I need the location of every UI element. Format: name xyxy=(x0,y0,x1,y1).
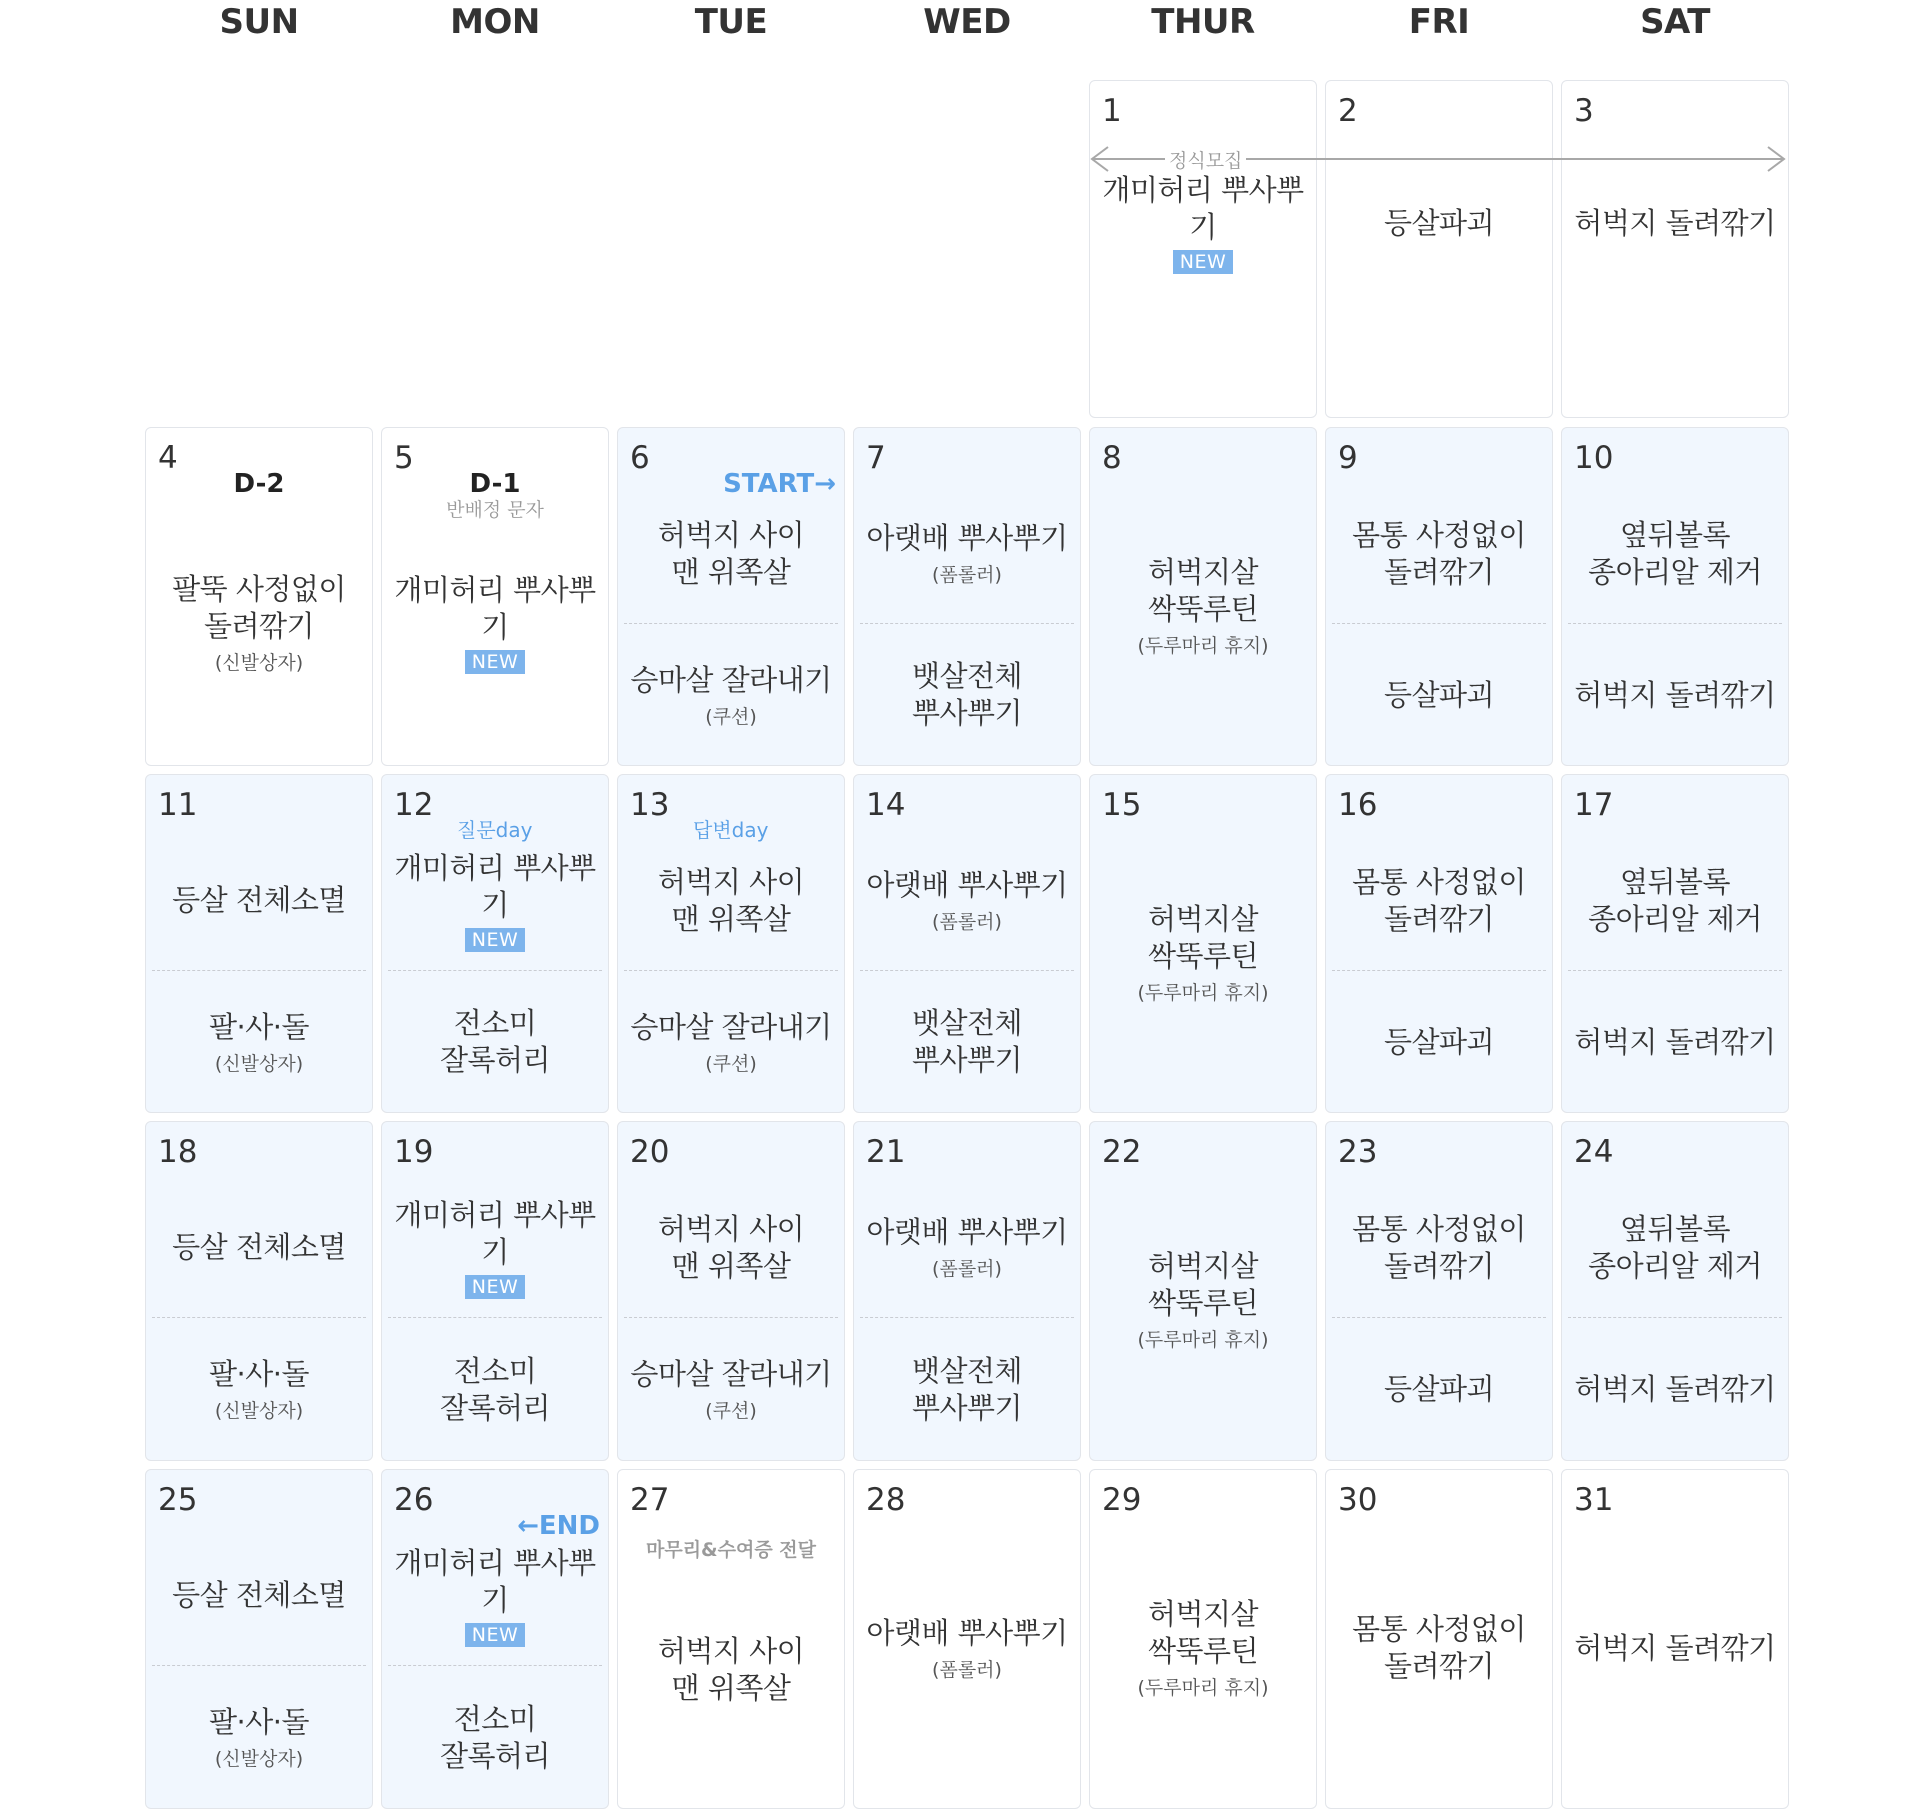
workout-entry xyxy=(1562,484,1788,623)
period-marker: START→ xyxy=(723,469,836,499)
dashed-divider xyxy=(860,623,1074,624)
day-number: 23 xyxy=(1338,1134,1378,1170)
calendar-day-25[interactable] xyxy=(145,1469,373,1809)
workout-title: 전소미 잘록허리 xyxy=(439,1701,551,1773)
workout-entry xyxy=(618,1570,844,1770)
day-number: 24 xyxy=(1574,1134,1614,1170)
workout-title: 허벅지 사이 맨 위쪽살 xyxy=(657,1634,805,1705)
workout-entry xyxy=(1562,623,1788,767)
calendar-day-3[interactable] xyxy=(1561,80,1789,418)
workout-title: 등살파괴 xyxy=(1383,1372,1495,1406)
equipment-note: (두루마리 휴지) xyxy=(1137,1677,1269,1699)
weekday-mon: MON xyxy=(450,2,540,42)
equipment-note: (폼롤러) xyxy=(932,564,1002,586)
period-label: 정식모집 xyxy=(1165,146,1246,173)
workout-title: 등살 전체소멸 xyxy=(172,1578,346,1612)
day-number: 10 xyxy=(1574,440,1614,476)
calendar-day-15[interactable] xyxy=(1089,774,1317,1113)
day-number: 27 xyxy=(630,1482,670,1518)
period-marker: ←END xyxy=(517,1511,600,1541)
calendar-day-11[interactable] xyxy=(145,774,373,1113)
day-number: 2 xyxy=(1338,93,1358,129)
calendar-day-12[interactable] xyxy=(381,774,609,1113)
workout-title: 등살 전체소멸 xyxy=(172,1230,346,1264)
workout-entry xyxy=(146,1526,372,1665)
workout-title: 몸통 사정없이 돌려깎기 xyxy=(1352,1612,1526,1683)
new-badge: NEW xyxy=(465,1623,526,1647)
day-number: 14 xyxy=(866,787,906,823)
equipment-note: (신발상자) xyxy=(214,1400,304,1422)
workout-entry xyxy=(854,623,1080,767)
workout-title: 승마살 잘라내기 xyxy=(630,1357,832,1391)
workout-entry xyxy=(1326,484,1552,623)
calendar-day-20[interactable] xyxy=(617,1121,845,1461)
workout-entry xyxy=(382,1178,608,1317)
equipment-note: (쿠션) xyxy=(705,1400,757,1422)
day-number: 11 xyxy=(158,787,198,823)
day-number: 6 xyxy=(630,440,650,476)
workout-entry xyxy=(146,1665,372,1810)
workout-title: 등살파괴 xyxy=(1383,1024,1495,1059)
workout-entry xyxy=(1562,1317,1788,1462)
dashed-divider xyxy=(388,1317,602,1318)
weekday-sun: SUN xyxy=(219,2,299,42)
new-badge: NEW xyxy=(465,1275,526,1299)
workout-title: 등살 전체소멸 xyxy=(172,883,346,917)
workout-title: 아랫배 뿌사뿌기 xyxy=(866,1615,1068,1650)
calendar-day-7[interactable] xyxy=(853,427,1081,766)
day-number: 9 xyxy=(1338,440,1358,476)
dashed-divider xyxy=(152,970,366,971)
equipment-note: (폼롤러) xyxy=(932,1658,1002,1681)
calendar-day-17[interactable] xyxy=(1561,774,1789,1113)
workout-entry xyxy=(854,1317,1080,1462)
workout-title: 개미허리 뿌사뿌기 xyxy=(394,1197,596,1269)
day-number: 1 xyxy=(1102,93,1122,129)
calendar-day-5[interactable] xyxy=(381,427,609,766)
workout-entry xyxy=(1090,831,1316,1074)
workout-title: 허벅지 돌려깎기 xyxy=(1574,205,1776,240)
event-tag: 답변day xyxy=(693,818,769,842)
calendar-day-16[interactable] xyxy=(1325,774,1553,1113)
calendar-day-23[interactable] xyxy=(1325,1121,1553,1461)
weekday-fri: FRI xyxy=(1408,2,1470,42)
workout-title: 뱃살전체 뿌사뿌기 xyxy=(911,659,1023,730)
day-number: 4 xyxy=(158,440,178,476)
workout-entry xyxy=(1090,1526,1316,1770)
equipment-note: (두루마리 휴지) xyxy=(1137,1329,1269,1351)
workout-entry xyxy=(618,970,844,1114)
workout-entry xyxy=(382,831,608,970)
equipment-note: (신발상자) xyxy=(214,651,304,674)
workout-title: 허벅지 돌려깎기 xyxy=(1574,1372,1776,1406)
dashed-divider xyxy=(624,1317,838,1318)
workout-entry xyxy=(1090,1178,1316,1422)
workout-title: 개미허리 뿌사뿌기 xyxy=(1102,173,1304,244)
calendar-day-22[interactable] xyxy=(1089,1121,1317,1461)
workout-entry xyxy=(146,1178,372,1317)
workout-title: 허벅지 돌려깎기 xyxy=(1574,1024,1776,1059)
calendar-day-24[interactable] xyxy=(1561,1121,1789,1461)
weekday-thur: THUR xyxy=(1151,2,1255,42)
workout-entry xyxy=(146,518,372,727)
workout-entry xyxy=(1326,1526,1552,1770)
workout-title: 아랫배 뿌사뿌기 xyxy=(866,868,1068,902)
calendar-day-27[interactable] xyxy=(617,1469,845,1809)
workout-entry xyxy=(382,1665,608,1810)
workout-title: 몸통 사정없이 돌려깎기 xyxy=(1352,864,1526,936)
day-number: 18 xyxy=(158,1134,198,1170)
day-number: 16 xyxy=(1338,787,1378,823)
calendar-day-10[interactable] xyxy=(1561,427,1789,766)
calendar-day-19[interactable] xyxy=(381,1121,609,1461)
workout-title: 옆뒤볼록 종아리알 제거 xyxy=(1588,864,1762,936)
calendar-day-29[interactable] xyxy=(1089,1469,1317,1809)
equipment-note: (폼롤러) xyxy=(932,1258,1002,1280)
workout-entry xyxy=(1326,1178,1552,1317)
day-number: 31 xyxy=(1574,1482,1614,1518)
day-number: 3 xyxy=(1574,93,1594,129)
workout-title: 팔·사·돌 xyxy=(209,1357,309,1391)
workout-entry xyxy=(1562,1526,1788,1770)
dashed-divider xyxy=(624,970,838,971)
workout-entry xyxy=(146,831,372,970)
day-number: 5 xyxy=(394,440,414,476)
workout-entry xyxy=(854,970,1080,1114)
workout-title: 몸통 사정없이 돌려깎기 xyxy=(1352,517,1526,589)
dashed-divider xyxy=(152,1665,366,1666)
workout-title: 옆뒤볼록 종아리알 제거 xyxy=(1588,517,1762,589)
workout-title: 개미허리 뿌사뿌기 xyxy=(394,1545,596,1617)
workout-title: 개미허리 뿌사뿌기 xyxy=(394,850,596,922)
dashed-divider xyxy=(860,1317,1074,1318)
workout-entry xyxy=(1326,623,1552,767)
calendar-day-14[interactable] xyxy=(853,774,1081,1113)
workout-title: 뱃살전체 뿌사뿌기 xyxy=(911,1353,1023,1425)
workout-entry xyxy=(854,1526,1080,1770)
workout-entry xyxy=(854,1178,1080,1317)
workout-entry xyxy=(618,623,844,767)
calendar-day-31[interactable] xyxy=(1561,1469,1789,1809)
dashed-divider xyxy=(1332,970,1546,971)
dashed-divider xyxy=(1332,1317,1546,1318)
event-tag: 마무리&수여증 전달 xyxy=(645,1539,817,1561)
calendar-day-2[interactable] xyxy=(1325,80,1553,418)
workout-entry xyxy=(382,518,608,727)
calendar-day-21[interactable] xyxy=(853,1121,1081,1461)
workout-title: 허벅지 사이 맨 위쪽살 xyxy=(657,864,805,936)
workout-title: 팔·사·돌 xyxy=(209,1705,309,1739)
calendar-day-28[interactable] xyxy=(853,1469,1081,1809)
calendar-day-4[interactable] xyxy=(145,427,373,766)
equipment-note: (두루마리 휴지) xyxy=(1137,634,1269,657)
workout-entry xyxy=(146,970,372,1114)
dday-label: D-2 xyxy=(233,469,285,499)
day-number: 29 xyxy=(1102,1482,1142,1518)
weekday-header xyxy=(0,0,1920,60)
workout-title: 허벅지 사이 맨 위쪽살 xyxy=(657,1211,805,1283)
dashed-divider xyxy=(1332,623,1546,624)
workout-title: 허벅지살 싹뚝루틴 xyxy=(1147,1249,1259,1320)
workout-title: 허벅지살 싹뚝루틴 xyxy=(1147,554,1259,626)
workout-title: 몸통 사정없이 돌려깎기 xyxy=(1352,1211,1526,1283)
equipment-note: (쿠션) xyxy=(705,705,757,728)
equipment-note: (신발상자) xyxy=(214,1052,304,1075)
day-number: 30 xyxy=(1338,1482,1378,1518)
workout-title: 승마살 잘라내기 xyxy=(630,662,832,697)
workout-title: 개미허리 뿌사뿌기 xyxy=(394,572,596,644)
workout-title: 등살파괴 xyxy=(1383,677,1495,712)
workout-entry xyxy=(1090,484,1316,727)
workout-title: 뱃살전체 뿌사뿌기 xyxy=(911,1006,1023,1077)
workout-title: 팔·사·돌 xyxy=(209,1009,309,1044)
workout-title: 허벅지살 싹뚝루틴 xyxy=(1147,901,1259,973)
day-number: 7 xyxy=(866,440,886,476)
day-number: 28 xyxy=(866,1482,906,1518)
calendar-day-1[interactable] xyxy=(1089,80,1317,418)
event-tag: 반배정 문자 xyxy=(446,499,544,521)
calendar-day-8[interactable] xyxy=(1089,427,1317,766)
workout-title: 승마살 잘라내기 xyxy=(630,1009,832,1044)
new-badge: NEW xyxy=(465,650,526,674)
workout-title: 허벅지 돌려깎기 xyxy=(1574,677,1776,712)
workout-entry xyxy=(1326,831,1552,970)
day-number: 26 xyxy=(394,1482,434,1518)
dashed-divider xyxy=(152,1317,366,1318)
workout-title: 허벅지살 싹뚝루틴 xyxy=(1147,1597,1259,1668)
day-number: 21 xyxy=(866,1134,906,1170)
dashed-divider xyxy=(624,623,838,624)
calendar-day-18[interactable] xyxy=(145,1121,373,1461)
workout-title: 허벅지 사이 맨 위쪽살 xyxy=(657,517,805,589)
equipment-note: (두루마리 휴지) xyxy=(1137,981,1269,1004)
calendar-day-6[interactable] xyxy=(617,427,845,766)
workout-title: 아랫배 뿌사뿌기 xyxy=(866,521,1068,555)
workout-title: 팔뚝 사정없이 돌려깎기 xyxy=(172,571,346,643)
day-number: 13 xyxy=(630,787,670,823)
dashed-divider xyxy=(860,970,1074,971)
workout-entry xyxy=(854,831,1080,970)
workout-entry xyxy=(618,831,844,970)
calendar-day-9[interactable] xyxy=(1325,427,1553,766)
workout-entry xyxy=(382,1317,608,1462)
new-badge: NEW xyxy=(465,928,526,952)
workout-entry xyxy=(618,484,844,623)
workout-entry xyxy=(1562,1178,1788,1317)
weekday-wed: WED xyxy=(923,2,1011,42)
day-number: 15 xyxy=(1102,787,1142,823)
workout-title: 전소미 잘록허리 xyxy=(439,1353,551,1425)
workout-entry xyxy=(1326,970,1552,1114)
dashed-divider xyxy=(1568,970,1782,971)
calendar-day-30[interactable] xyxy=(1325,1469,1553,1809)
weekday-sat: SAT xyxy=(1640,2,1710,42)
weekday-tue: TUE xyxy=(694,2,768,42)
workout-title: 등살파괴 xyxy=(1383,205,1495,240)
day-number: 20 xyxy=(630,1134,670,1170)
calendar-day-13[interactable] xyxy=(617,774,845,1113)
workout-entry xyxy=(382,970,608,1114)
day-number: 8 xyxy=(1102,440,1122,476)
day-number: 25 xyxy=(158,1482,198,1518)
workout-title: 아랫배 뿌사뿌기 xyxy=(866,1215,1068,1249)
workout-entry xyxy=(146,1317,372,1462)
workout-entry xyxy=(618,1317,844,1462)
dashed-divider xyxy=(388,1665,602,1666)
workout-entry xyxy=(382,1526,608,1665)
workout-title: 옆뒤볼록 종아리알 제거 xyxy=(1588,1211,1762,1283)
workout-title: 허벅지 돌려깎기 xyxy=(1574,1630,1776,1665)
workout-entry xyxy=(1562,831,1788,970)
equipment-note: (쿠션) xyxy=(705,1052,757,1075)
equipment-note: (폼롤러) xyxy=(932,911,1002,933)
dday-label: D-1 xyxy=(469,469,521,499)
day-number: 17 xyxy=(1574,787,1614,823)
calendar-day-26[interactable] xyxy=(381,1469,609,1809)
dashed-divider xyxy=(1568,623,1782,624)
event-tag: 질문day xyxy=(457,818,533,842)
workout-entry xyxy=(854,484,1080,623)
day-number: 19 xyxy=(394,1134,434,1170)
dashed-divider xyxy=(1568,1317,1782,1318)
dashed-divider xyxy=(388,970,602,971)
workout-entry xyxy=(1326,1317,1552,1462)
workout-entry xyxy=(618,1178,844,1317)
day-number: 12 xyxy=(394,787,434,823)
workout-entry xyxy=(1562,970,1788,1114)
day-number: 22 xyxy=(1102,1134,1142,1170)
equipment-note: (신발상자) xyxy=(214,1748,304,1770)
new-badge: NEW xyxy=(1173,250,1234,274)
workout-title: 전소미 잘록허리 xyxy=(439,1006,551,1077)
